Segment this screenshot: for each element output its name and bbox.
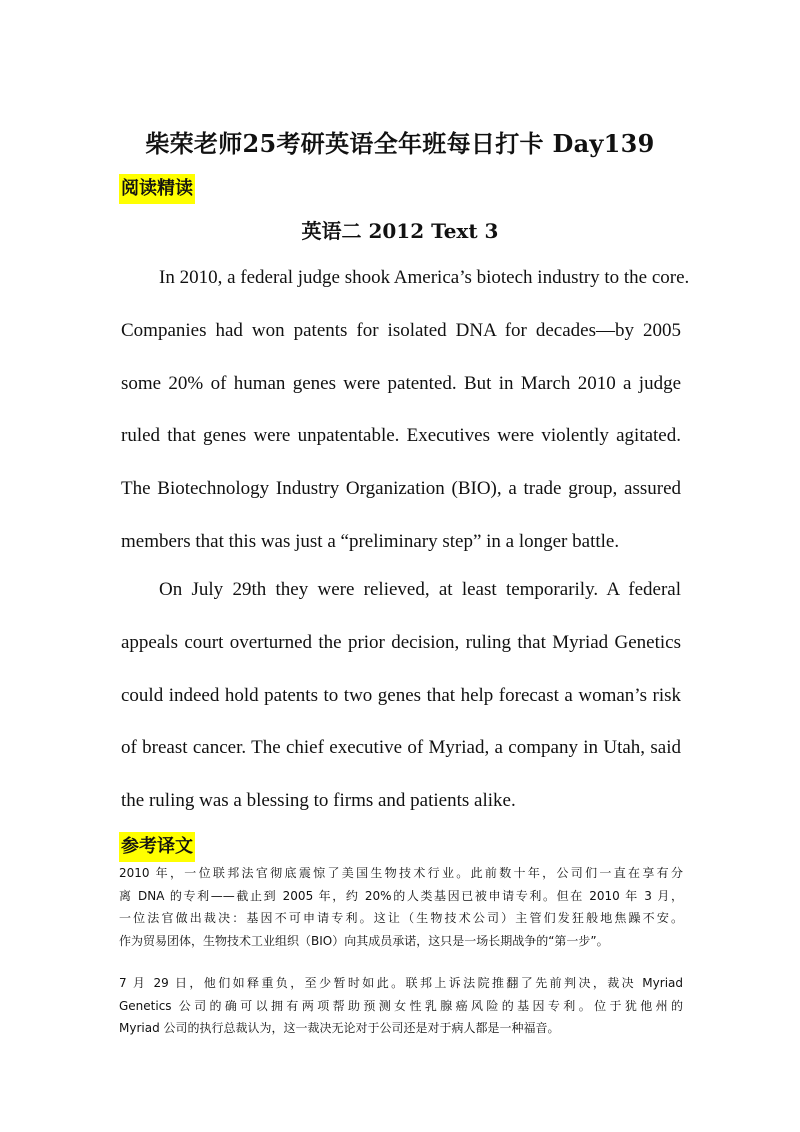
reading-section-label: 阅读精读 (119, 174, 195, 204)
passage-line: of breast cancer. The chief executive of Myriad, a company in Utah, said (121, 737, 681, 759)
translation-line: 2010 年，一位联邦法官彻底震惊了美国生物技术行业。此前数十年，公司们一直在享有分 (119, 866, 683, 880)
translation-paragraph-1 (119, 862, 683, 952)
translation-line: 7 月 29 日，他们如释重负，至少暂时如此。联邦上诉法院推翻了先前判决，裁决 Myriad (119, 976, 683, 990)
translation-line: Genetics 公司的确可以拥有两项帮助预测女性乳腺癌风险的基因专利。位于犹他州的 (119, 998, 683, 1013)
page-title: 柴荣老师25考研英语全年班每日打卡 Day139 (145, 129, 655, 158)
passage-line: ruled that genes were unpatentable. Executives were violently agitated. (121, 425, 681, 447)
translation-section-label: 参考译文 (119, 832, 195, 862)
passage-line: the ruling was a blessing to firms and patients alike. (121, 790, 516, 812)
passage-paragraph-1 (121, 252, 690, 569)
translation-line: 一位法官做出裁决：基因不可申请专利。这让（生物技术公司）主管们发狂般地焦躁不安。 (119, 911, 683, 925)
passage-line: could indeed hold patents to two genes that help forecast a woman’s risk (121, 684, 681, 706)
passage-line: The Biotechnology Industry Organization (BIO), a trade group, assured (121, 478, 681, 500)
translation-line: Myriad 公司的执行总裁认为，这一裁决无论对于公司还是对于病人都是一种福音。 (119, 1021, 560, 1035)
passage-line: On July 29th they were relieved, at least temporarily. A federal (159, 579, 681, 600)
translation-line: 作为贸易团体，生物技术工业组织（BIO）向其成员承诺，这只是一场长期战争的“第一步”。 (119, 933, 609, 948)
passage-line: members that this was just a “preliminary step” in a longer battle. (121, 530, 620, 552)
translation-paragraph-2 (119, 972, 683, 1040)
passage-line: Companies had won patents for isolated DNA for decades—by 2005 (121, 319, 681, 341)
translation-line: 离 DNA 的专利——截止到 2005 年，约 20%的人类基因已被申请专利。但在 2010 年 3 月， (119, 888, 683, 903)
passage-line: In 2010, a federal judge shook America’s biotech industry to the core. (159, 267, 690, 288)
reading-subtitle: 英语二 2012 Text 3 (301, 219, 499, 243)
passage-line: appeals court overturned the prior decision, ruling that Myriad Genetics (121, 631, 681, 653)
passage-paragraph-2 (121, 564, 681, 828)
passage-line: some 20% of human genes were patented. But in March 2010 a judge (121, 372, 681, 394)
